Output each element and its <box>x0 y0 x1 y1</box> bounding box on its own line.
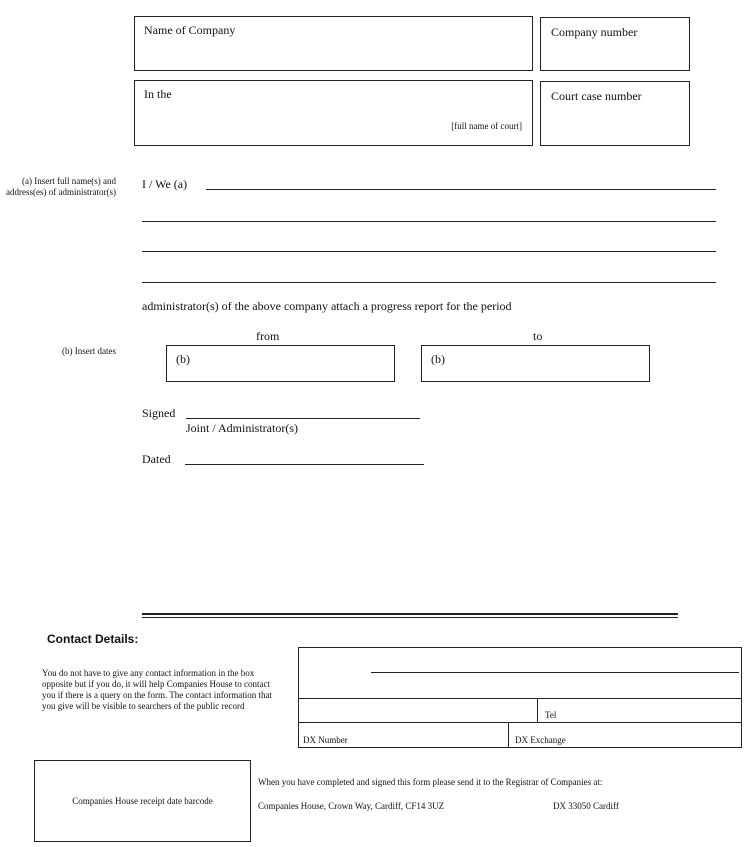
dx-exchange-label: DX Exchange <box>515 735 566 745</box>
to-label: to <box>533 329 543 343</box>
dx-divider <box>508 722 509 747</box>
tel-label: Tel <box>545 710 557 720</box>
administrator-line-3[interactable] <box>142 251 716 252</box>
dx-number-label: DX Number <box>303 735 348 745</box>
court-label: In the <box>144 87 172 101</box>
progress-report-statement: administrator(s) of the above company attach a progress report for the period <box>142 299 512 313</box>
dates-margin-note: (b) Insert dates <box>62 346 116 356</box>
court-case-number-field[interactable] <box>540 81 690 146</box>
signed-label: Signed <box>142 406 176 420</box>
dated-label: Dated <box>142 452 171 466</box>
administrator-line-2[interactable] <box>142 221 716 222</box>
contact-heading: Contact Details: <box>47 632 139 646</box>
contact-line-2[interactable] <box>299 698 741 699</box>
section-divider <box>142 613 678 615</box>
court-name-field[interactable] <box>134 80 533 146</box>
registrar-dx: DX 33050 Cardiff <box>553 801 619 811</box>
period-to-field[interactable] <box>421 345 650 382</box>
from-label: from <box>256 329 280 343</box>
company-name-field[interactable] <box>134 16 533 71</box>
company-number-field[interactable] <box>540 17 690 71</box>
company-number-label: Company number <box>551 25 638 39</box>
tel-divider <box>537 698 538 722</box>
administrator-line-4[interactable] <box>142 282 716 283</box>
from-marker: (b) <box>176 352 190 366</box>
contact-details-box[interactable] <box>298 647 742 748</box>
company-name-label: Name of Company <box>144 23 236 37</box>
administrators-margin-note: (a) Insert full name(s) and address(es) of administrator(s) <box>6 176 116 197</box>
registrar-address: Companies House, Crown Way, Cardiff, CF14 3UZ <box>258 801 445 811</box>
administrator-role-label: Joint / Administrator(s) <box>186 421 298 435</box>
barcode-label: Companies House receipt date barcode <box>72 796 213 806</box>
receipt-barcode-box <box>34 760 251 842</box>
to-marker: (b) <box>431 352 445 366</box>
administrator-line-1[interactable] <box>206 189 716 190</box>
signature-line[interactable] <box>186 418 420 419</box>
date-line[interactable] <box>185 464 424 465</box>
contact-row-divider <box>299 722 741 723</box>
period-from-field[interactable] <box>166 345 395 382</box>
section-divider-secondary <box>142 617 678 618</box>
court-case-label: Court case number <box>551 89 642 103</box>
contact-line-1[interactable] <box>371 672 739 673</box>
administrators-prefix: I / We (a) <box>142 177 188 191</box>
submission-instruction: When you have completed and signed this form please send it to the Registrar of Companies at: <box>258 777 603 787</box>
contact-description: You do not have to give any contact information in the box opposite but if you do, it will help Companies House to contact you if there is a query on the form. The contact information that you give will be visible to searchers of the public record <box>42 668 273 711</box>
court-hint: [full name of court] <box>451 121 522 131</box>
